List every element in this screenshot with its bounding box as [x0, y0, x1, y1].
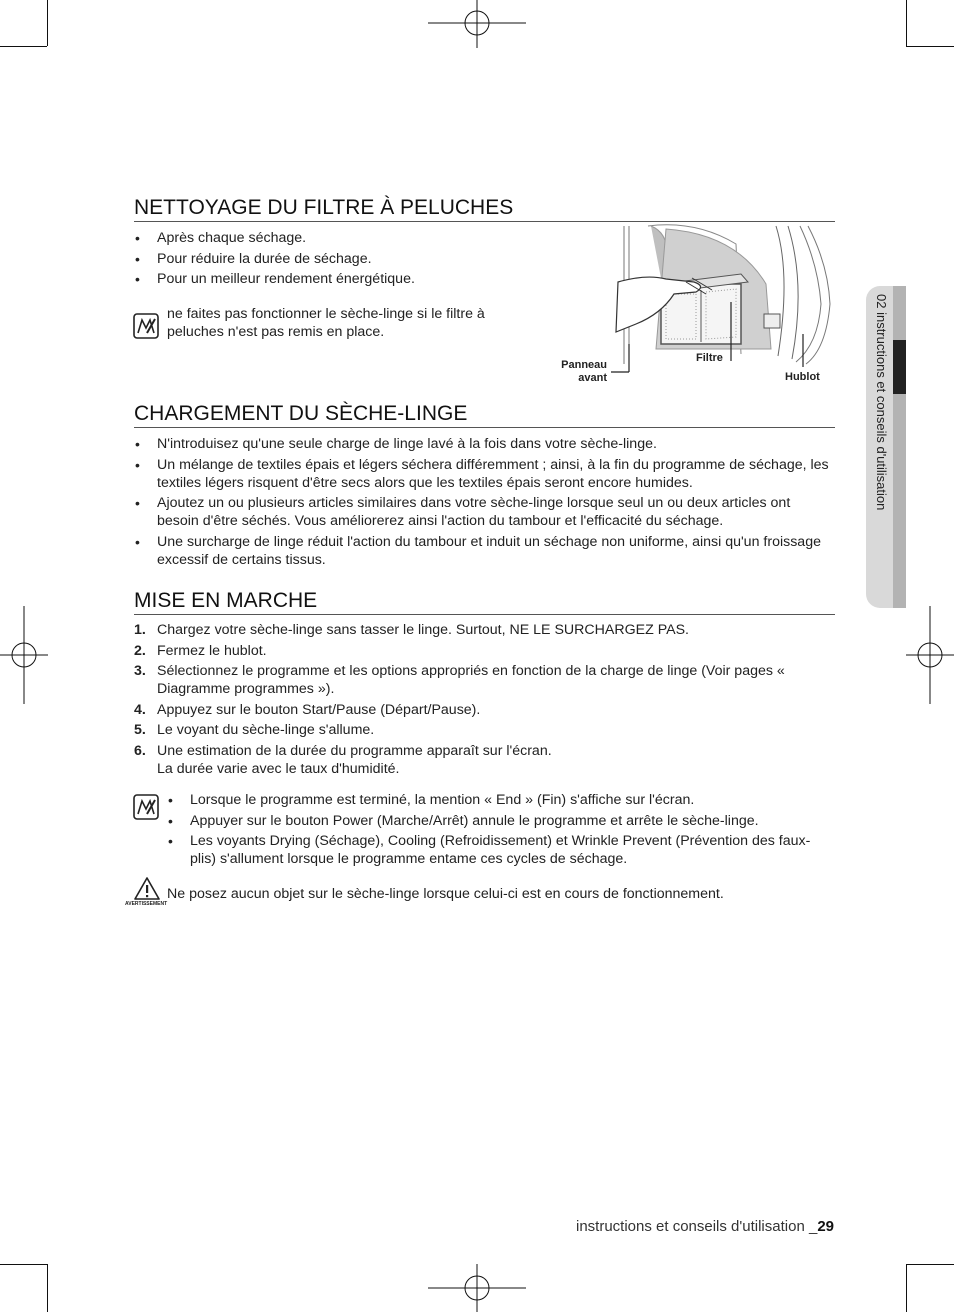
step-item: 5. Le voyant du sèche-linge s'allume.: [134, 722, 375, 738]
crop-mark: [906, 46, 954, 47]
step-item: 4. Appuyez sur le bouton Start/Pause (Départ/Pause).: [134, 701, 481, 718]
list-item: • Une surcharge de linge réduit l'action du tambour et induit un séchage non uniforme, ainsi qu'un froissage excessif de certains tissus.: [134, 533, 835, 569]
registration-mark-left: [0, 606, 48, 704]
registration-mark-bottom: [428, 1264, 526, 1312]
lint-filter-note: ne faites pas fonctionner le sèche-linge si le filtre à peluches n'est pas remis en place.: [167, 306, 485, 340]
warning-text: Ne posez aucun objet sur le sèche-linge lorsque celui-ci est en cours de fonctionnement.: [167, 886, 724, 902]
lint-filter-list: [134, 229, 564, 291]
loading-list: [134, 435, 835, 571]
chapter-tab-bar: [893, 286, 906, 608]
step-item: 1. Chargez votre sèche-linge sans tasser le linge. Surtout, NE LE SURCHARGEZ PAS.: [134, 622, 689, 638]
step-item: 6. Une estimation de la durée du programme apparaît sur l'écran. La durée varie avec le taux d'humidité.: [134, 742, 552, 777]
crop-mark: [906, 1264, 954, 1265]
label-panneau-avant: Panneau avant: [561, 359, 607, 384]
page-number: 29: [817, 1218, 834, 1235]
step-item: 2. Fermez le hublot.: [134, 642, 267, 659]
list-item: • N'introduisez qu'une seule charge de linge lavé à la fois dans votre sèche-linge.: [134, 435, 835, 453]
list-item: • Appuyer sur le bouton Power (Marche/Arrêt) annule le programme et arrête le sèche-linge.: [167, 812, 825, 830]
registration-mark-top: [428, 0, 526, 48]
list-item: • Après chaque séchage.: [134, 229, 564, 247]
footer-text: instructions et conseils d'utilisation _: [575, 1218, 818, 1235]
start-steps: [134, 621, 835, 780]
section-title-loading: CHARGEMENT DU SÈCHE-LINGE: [134, 402, 835, 428]
section-title-lint-filter: NETTOYAGE DU FILTRE À PELUCHES: [134, 196, 835, 222]
note-icon: [133, 313, 159, 339]
start-notes: [167, 791, 825, 871]
list-item: • Pour réduire la durée de séchage.: [134, 250, 564, 268]
crop-mark: [47, 0, 48, 46]
crop-mark: [906, 0, 907, 46]
note-icon: [133, 794, 159, 820]
crop-mark: [0, 1264, 47, 1265]
warning-icon: [134, 877, 160, 901]
registration-mark-right: [906, 606, 954, 704]
crop-mark: [906, 1264, 907, 1312]
list-item: • Un mélange de textiles épais et légers séchera différemment ; ainsi, à la fin du programme de séchage, les textiles légers risquent d'être secs alors que les textiles épais seront encore humides.: [134, 456, 835, 492]
list-item: • Lorsque le programme est terminé, la mention « End » (Fin) s'affiche sur l'écran.: [167, 791, 825, 809]
page-footer: [576, 1218, 834, 1235]
crop-mark: [0, 46, 47, 47]
warning-label: AVERTISSEMENT: [125, 901, 168, 907]
list-item: • Pour un meilleur rendement énergétique.: [134, 270, 564, 288]
label-hublot: Hublot: [785, 371, 820, 383]
label-filtre: Filtre: [696, 352, 723, 364]
section-title-start: MISE EN MARCHE: [134, 589, 835, 615]
list-item: • Ajoutez un ou plusieurs articles similaires dans votre sèche-linge lorsque seul un ou deux articles ont besoin d'être séchés. Vous améliorerez ainsi l'action du tambour et l'efficacité du séchage.: [134, 494, 835, 530]
chapter-tab-label: 02 instructions et conseils d'utilisation: [874, 294, 889, 511]
crop-mark: [47, 1264, 48, 1312]
chapter-tab-marker: [893, 340, 906, 394]
step-item: 3. Sélectionnez le programme et les options appropriés en fonction de la charge de linge (Voir pages « Diagramme programmes »).: [134, 663, 785, 697]
list-item: • Les voyants Drying (Séchage), Cooling (Refroidissement) et Wrinkle Prevent (Prévention des faux-plis) s'allument lorsque le programme entame ces cycles de séchage.: [167, 832, 825, 868]
